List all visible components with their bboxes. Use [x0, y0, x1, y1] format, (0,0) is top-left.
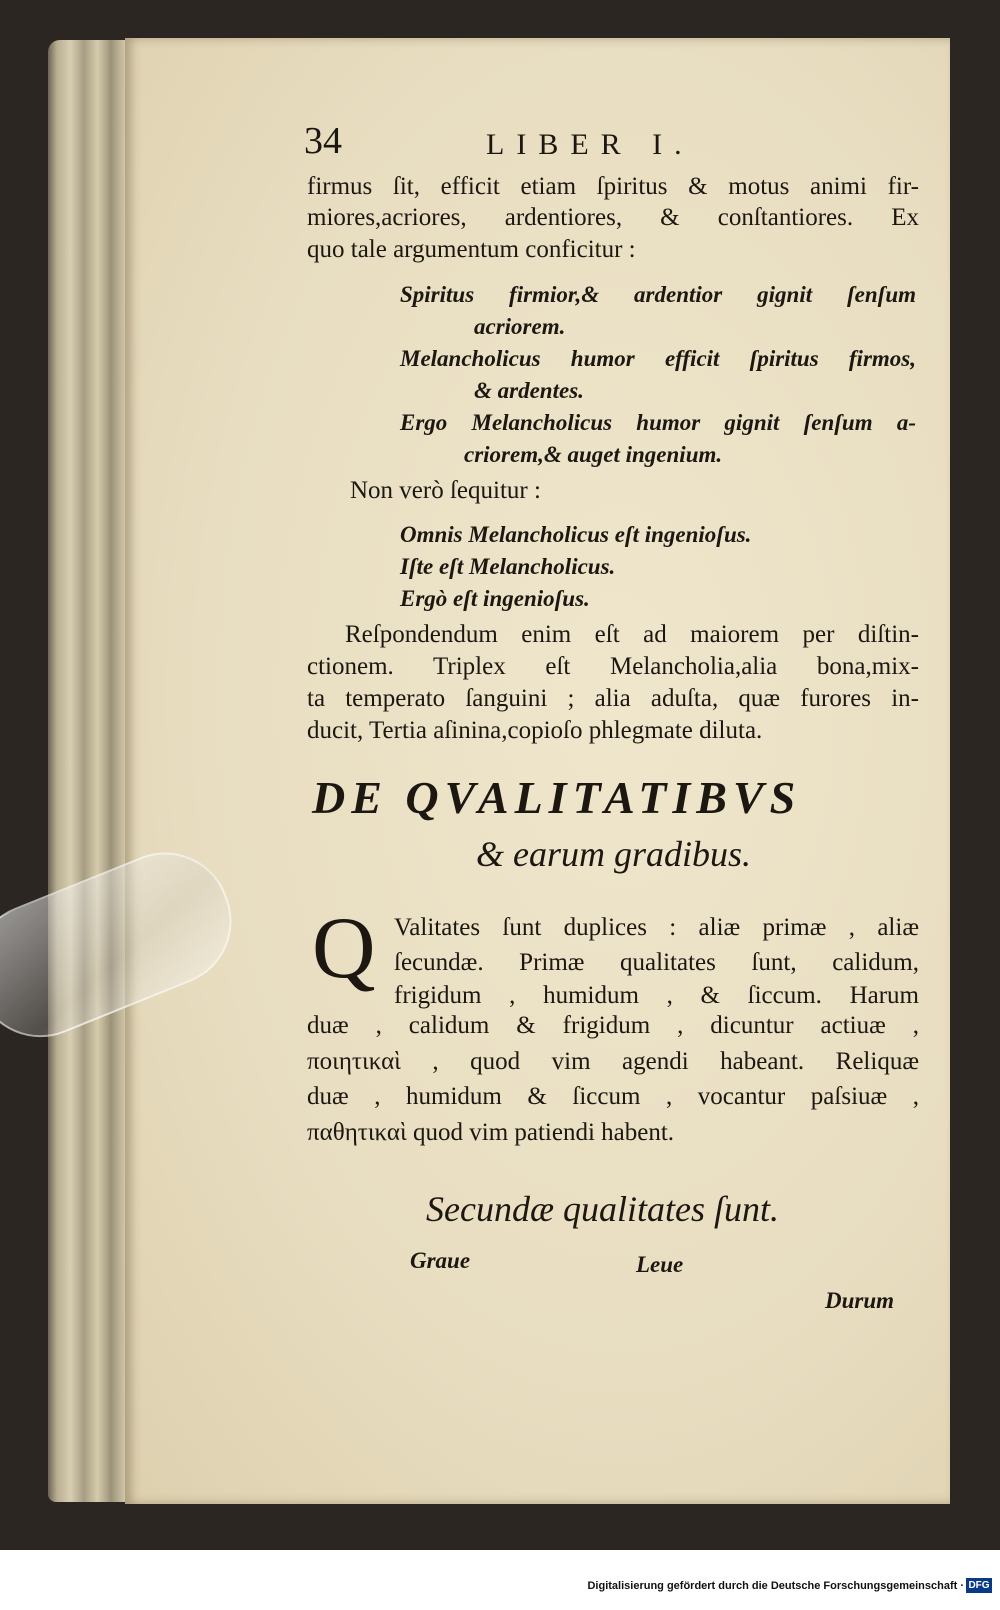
text-line: duæ , humidum & ſiccum , vocantur paſsiuæ ,: [307, 1083, 919, 1110]
text-line: duæ , calidum & frigidum , dicuntur actiuæ ,: [307, 1012, 919, 1039]
text-line: ctionem. Triplex eſt Melancholia,alia bona,mix-: [307, 653, 919, 680]
text-line: Non verò ſequitur :: [350, 477, 541, 504]
text-line: Reſpondendum enim eſt ad maiorem per diſtin-: [345, 621, 919, 648]
text-line: Valitates ſunt duplices : aliæ primæ , aliæ: [394, 914, 919, 941]
funding-credit: Digitalisierung gefördert durch die Deutsche Forschungsgemeinschaft ·: [587, 1580, 964, 1592]
syllogism-line: Ergo Melancholicus humor gignit ſenſum a-: [400, 410, 916, 435]
text-line: ſecundæ. Primæ qualitates ſunt, calidum,: [394, 949, 919, 976]
syllogism-line: Melancholicus humor efficit ſpiritus firmos,: [400, 346, 916, 371]
syllogism-line: Spiritus firmior,& ardentior gignit ſenſum: [400, 282, 916, 307]
term-durum: Durum: [825, 1288, 895, 1313]
term-leue: Leue: [636, 1252, 684, 1277]
text-line: ta temperato ſanguini ; alia aduſta, quæ furores in-: [307, 685, 919, 712]
text-line: ducit, Tertia aſinina,copioſo phlegmate diluta.: [307, 717, 763, 744]
running-head: LIBER I.: [486, 128, 694, 161]
term-graue: Graue: [410, 1248, 471, 1273]
syllogism-line: Omnis Melancholicus eſt ingenioſus.: [400, 522, 752, 547]
text-line: firmus ſit, efficit etiam ſpiritus & motus animi fir-: [307, 173, 919, 200]
section-subtitle: & earum gradibus.: [476, 834, 752, 874]
text-line: miores,acriores, ardentiores, & conſtantiores. Ex: [307, 204, 919, 231]
syllogism-line: & ardentes.: [474, 378, 584, 403]
syllogism-line: Iſte eſt Melancholicus.: [400, 554, 616, 579]
dfg-logo: DFG: [966, 1578, 992, 1593]
text-line: παθητικαὶ quod vim patiendi habent.: [307, 1119, 675, 1146]
text-line: quo tale argumentum conficitur :: [307, 236, 636, 263]
text-line: ποιητικαὶ , quod vim agendi habeant. Reliquæ: [307, 1048, 919, 1075]
drop-cap: Q: [312, 900, 376, 997]
syllogism-line: acriorem.: [474, 314, 566, 339]
subheading: Secundæ qualitates ſunt.: [426, 1189, 779, 1229]
text-line: frigidum , humidum , & ſiccum. Harum: [394, 982, 919, 1009]
syllogism-line: criorem,& auget ingenium.: [464, 442, 723, 467]
page-number: 34: [304, 120, 342, 162]
syllogism-line: Ergò eſt ingenioſus.: [400, 586, 590, 611]
section-title: DE QVALITATIBVS: [312, 772, 802, 823]
